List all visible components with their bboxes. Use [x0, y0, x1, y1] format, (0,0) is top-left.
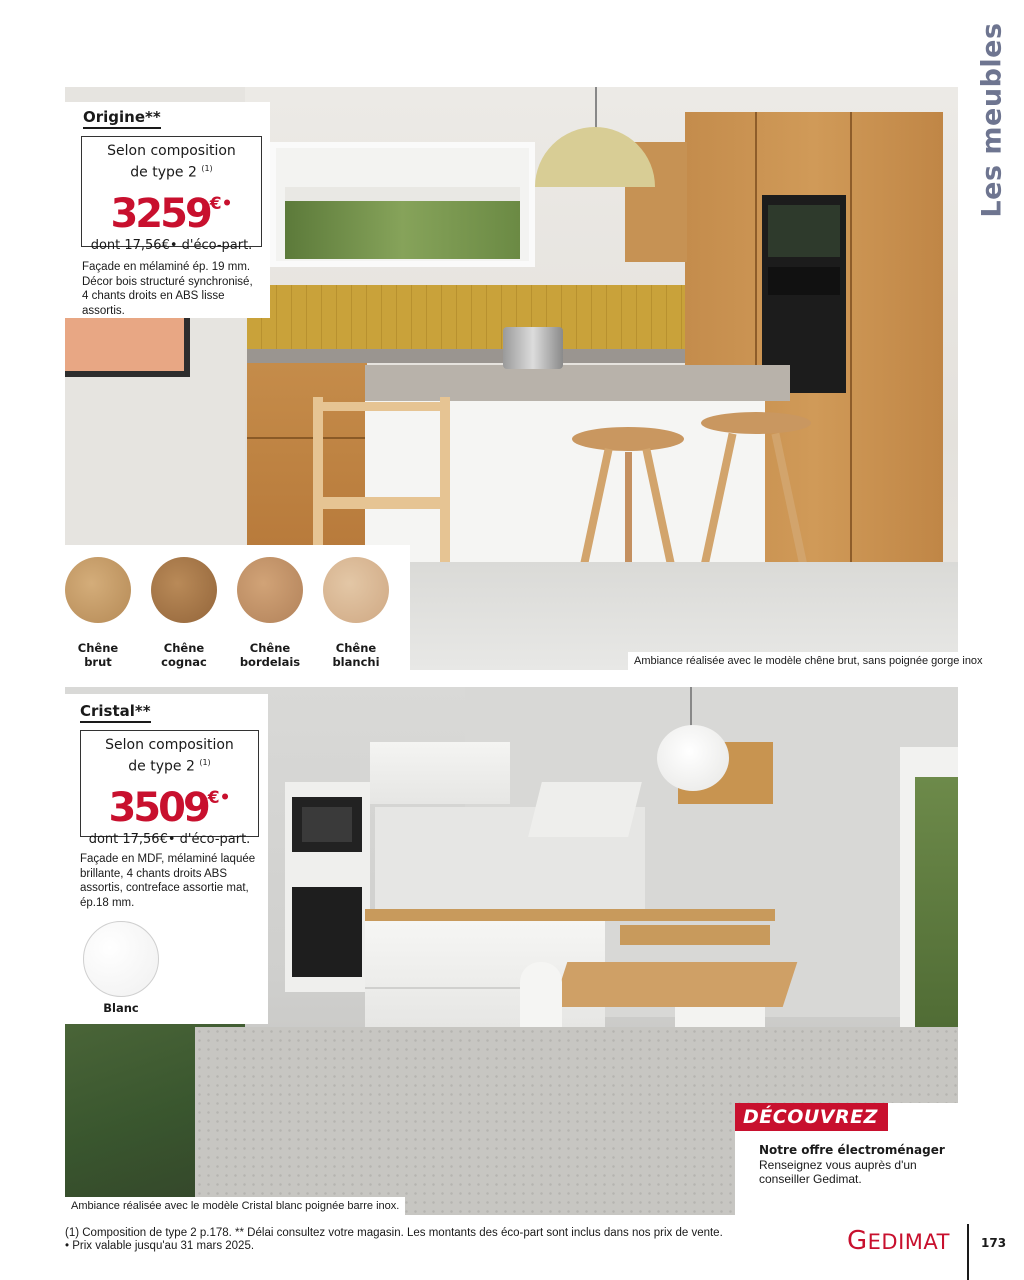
origine-description: Façade en mélaminé ép. 19 mm. Décor bois structuré synchronisé, 4 chants droits en ABS lisse assortis.: [82, 261, 253, 317]
gedimat-logo: GEDIMAT: [847, 1226, 950, 1256]
origine-title: Origine**: [83, 108, 161, 129]
swatch-chene-brut[interactable]: [65, 557, 131, 623]
swatch-chene-cognac[interactable]: [151, 557, 217, 623]
footnote: [65, 1227, 723, 1253]
origine-eco-part: dont 17,56€• d'éco-part.: [90, 237, 253, 253]
decouvrez-text: Renseignez vous auprès d'un conseiller Gedimat.: [759, 1158, 917, 1186]
decouvrez-title: Notre offre électroménager: [759, 1143, 945, 1157]
cristal-description: Façade en MDF, mélaminé laquée brillante, 4 chants droits ABS assortis, contreface assortie mat, ép.18 mm.: [80, 853, 256, 909]
swatch-label-blanc: Blanc: [103, 1001, 139, 1015]
cristal-caption: Ambiance réalisée avec le modèle Cristal blanc poignée barre inox.: [65, 1197, 405, 1215]
swatch-label-chene-cognac: Chêne cognac: [161, 641, 207, 669]
origine-price-box: [81, 136, 262, 253]
cristal-title: Cristal**: [80, 702, 151, 723]
cristal-info-card: [65, 694, 268, 1024]
swatch-label-chene-brut: Chêne brut: [77, 641, 119, 669]
swatch-label-chene-bordelais: Chêne bordelais: [239, 641, 301, 669]
section-title: Les meubles: [976, 22, 1008, 218]
origine-price-label: Selon composition de type 2 $^{(1)}$: [107, 143, 236, 181]
cristal-price-box: [80, 730, 259, 847]
cristal-price: 3509€•: [108, 784, 231, 831]
swatch-blanc[interactable]: [83, 921, 159, 997]
swatch-chene-blanchi[interactable]: [323, 557, 389, 623]
cristal-price-label: Selon composition de type 2 $^{(1)}$: [105, 737, 234, 775]
page-separator: [967, 1224, 969, 1280]
footnote-line-1: (1) Composition de type 2 p.178. ** Délai consultez votre magasin. Les montants des éco-part sont inclus dans nos prix de vente.: [65, 1227, 723, 1239]
origine-swatches: [65, 545, 410, 670]
origine-caption: Ambiance réalisée avec le modèle chêne brut, sans poignée gorge inox: [628, 652, 989, 670]
decouvrez-promo[interactable]: [735, 1103, 959, 1215]
origine-price: 3259€•: [110, 190, 233, 237]
decouvrez-badge: DÉCOUVREZ: [735, 1103, 888, 1131]
page-number: 173: [981, 1236, 1007, 1250]
cristal-eco-part: dont 17,56€• d'éco-part.: [88, 831, 251, 847]
footnote-line-2: • Prix valable jusqu'au 31 mars 2025.: [65, 1240, 255, 1252]
origine-info-card: [65, 102, 270, 318]
swatch-chene-bordelais[interactable]: [237, 557, 303, 623]
swatch-label-chene-blanchi: Chêne blanchi: [332, 641, 380, 669]
